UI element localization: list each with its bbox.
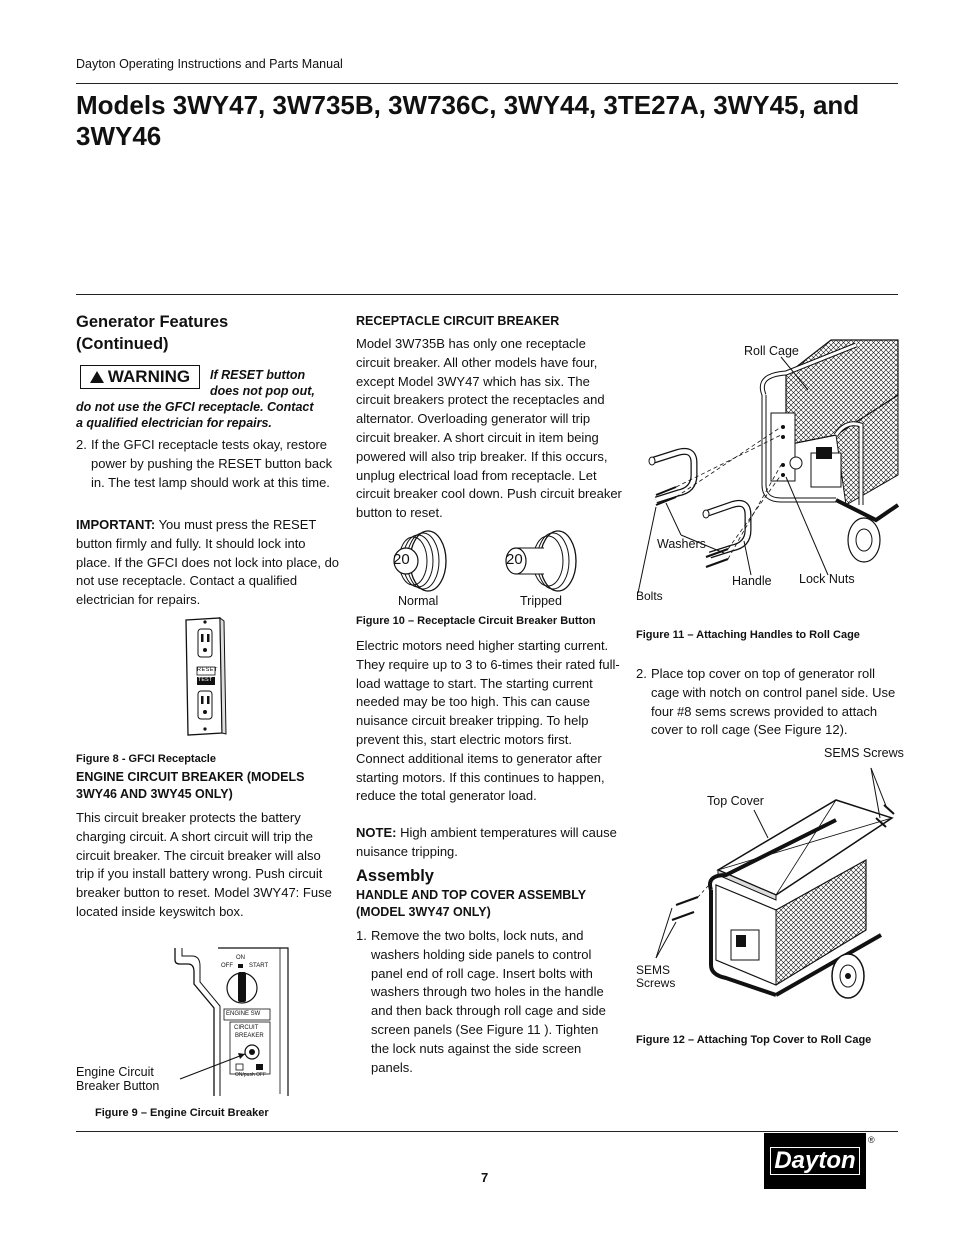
registered-mark: ® [868,1135,875,1145]
engine-breaker-heading [76,769,304,803]
gfci-reset-label: RESET [197,667,218,673]
ignition-on-label: ON [236,955,245,961]
note-paragraph [356,824,622,862]
breaker-breaker-label: BREAKER [235,1033,264,1039]
ignition-off-label: OFF [221,963,233,969]
running-header: Dayton Operating Instructions and Parts Manual [76,57,343,71]
note-text: High ambient temperatures will cause nuisance tripping. [356,825,617,859]
step-text: If the GFCI receptacle tests okay, restore power by pushing the RESET button back in. The test lamp should work at this time. [91,437,333,490]
step-number: 2. [76,437,87,452]
fig8-caption: Figure 8 - GFCI Receptacle [76,753,216,765]
warning-badge [80,365,200,389]
step-number: 1. [356,928,367,943]
heading-line-1: Generator Features [76,313,229,331]
top-cover-figure [636,760,902,1030]
sems-screws-left-label [636,964,675,989]
handle-heading-line-1: HANDLE AND TOP COVER ASSEMBLY [356,888,587,902]
receptacle-text: Model 3W735B has only one receptacle circuit breaker. All other models have four, except Model 3WY47 which has six. The circuit breakers protect the receptacles and alternator. Overloading generator will trip circuit breaker. A short circuit in item being powered will also trip breaker. If this occurs, unplug electrical load from receptacle. Let circuit breaker cool down. Push circuit breaker button to reset. [356,336,622,521]
motors-text: Electric motors need higher starting current. They require up to 3 to 6-times their rated full-load wattage to start. The starting current needed may be too high. This can cause nuisance circuit breaker tripping. To help prevent this, start electric motors first. Connect additional items to generator after starting motors. If this continues to happen, reduce the total generator load. [356,638,620,804]
lock-nuts-label: Lock Nuts [799,572,855,586]
ignition-start-label: START [249,963,269,969]
dayton-logo [764,1133,866,1189]
normal-label: Normal [398,594,439,608]
heading-line-2: (Continued) [76,335,169,353]
fig9-caption: Figure 9 – Engine Circuit Breaker [95,1107,269,1119]
section-rule [76,294,898,295]
handle-label: Handle [732,574,772,588]
engine-heading-line-2: 3WY46 AND 3WY45 ONLY) [76,787,233,801]
important-paragraph [76,516,340,610]
breaker-onpush-label: ON/push OFF [235,1072,267,1078]
callout-line-1: Engine Circuit [76,1065,154,1079]
engine-sw-label: ENGINE SW [226,1011,261,1017]
bolts-label: Bolts [636,589,663,603]
warning-triangle-icon [90,371,104,383]
handle-cover-heading [356,887,586,921]
engine-breaker-text: This circuit breaker protects the battery charging circuit. A short circuit will trip the circuit breaker. The circuit breaker will also trip if you install battery wrong. Push circuit breaker button to reset. Model 3WY47: Fuse located inside keyswitch box. [76,810,332,919]
receptacle-heading: RECEPTACLE CIRCUIT BREAKER [356,314,560,328]
breaker-circuit-label: CIRCUIT [234,1025,259,1031]
header-rule [76,83,898,84]
col2-step-1 [356,927,618,1077]
col1-step-2 [76,436,338,492]
breaker-buttons-figure [388,525,588,597]
gfci-test-label: TEST [198,677,213,683]
sems-line-2: Screws [636,975,676,990]
warning-text-3: do not use the GFCI receptacle. Contact [76,400,314,414]
top-cover-label: Top Cover [707,794,764,808]
step-number: 2. [636,666,647,681]
section-heading-generator-features [76,311,228,355]
page-number: 7 [481,1170,489,1185]
engine-breaker-callout [76,1065,159,1093]
sems-screws-top-label: SEMS Screws [824,746,904,760]
engine-heading-line-1: ENGINE CIRCUIT BREAKER (MODELS [76,770,305,784]
note-label: NOTE: [356,825,397,840]
fig11-caption: Figure 11 – Attaching Handles to Roll Cage [636,629,860,641]
col3-step-2 [636,665,902,740]
roll-cage-handles-figure [636,335,902,597]
page-title: Models 3WY47, 3W735B, 3W736C, 3WY44, 3TE27A, 3WY45, and 3WY46 [76,90,860,151]
callout-line-2: Breaker Button [76,1079,160,1093]
logo-text: Dayton [770,1147,859,1175]
roll-cage-label: Roll Cage [744,344,799,358]
warning-text-2: does not pop out, [210,384,315,398]
footer-rule [76,1131,898,1132]
warning-text-4: a qualified electrician for repairs. [76,416,272,430]
washers-label: Washers [657,537,706,551]
fig12-caption: Figure 12 – Attaching Top Cover to Roll Cage [636,1034,872,1046]
tripped-button-number: 20 [506,551,523,568]
fig10-caption: Figure 10 – Receptacle Circuit Breaker Button [356,615,596,627]
important-label: IMPORTANT: [76,517,156,532]
warning-text-1: If RESET button [210,368,306,382]
step-text: Remove the two bolts, lock nuts, and washers holding side panels to control panel end of roll cage. Insert bolts with washers through two holes in the handle and then back through roll cage and side screen panels (See Figure 11 ). Tighten the lock nuts against the side screen panels. [371,928,606,1075]
assembly-heading: Assembly [356,867,434,885]
step-text: Place top cover on top of generator roll cage with notch on control panel side. Use four #8 sems screws provided to attach cover to roll cage (See Figure 12). [651,666,896,738]
handle-heading-line-2: (MODEL 3WY47 ONLY) [356,905,491,919]
normal-button-number: 20 [393,551,410,568]
warning-label: WARNING [107,367,191,386]
sems-line-1: SEMS [636,963,671,977]
tripped-label: Tripped [520,594,562,608]
important-text: You must press the RESET button firmly and fully. It should lock into place. If the GFCI does not lock into place, do not use receptacle. Contact a qualified electrician for repairs. [76,517,340,608]
